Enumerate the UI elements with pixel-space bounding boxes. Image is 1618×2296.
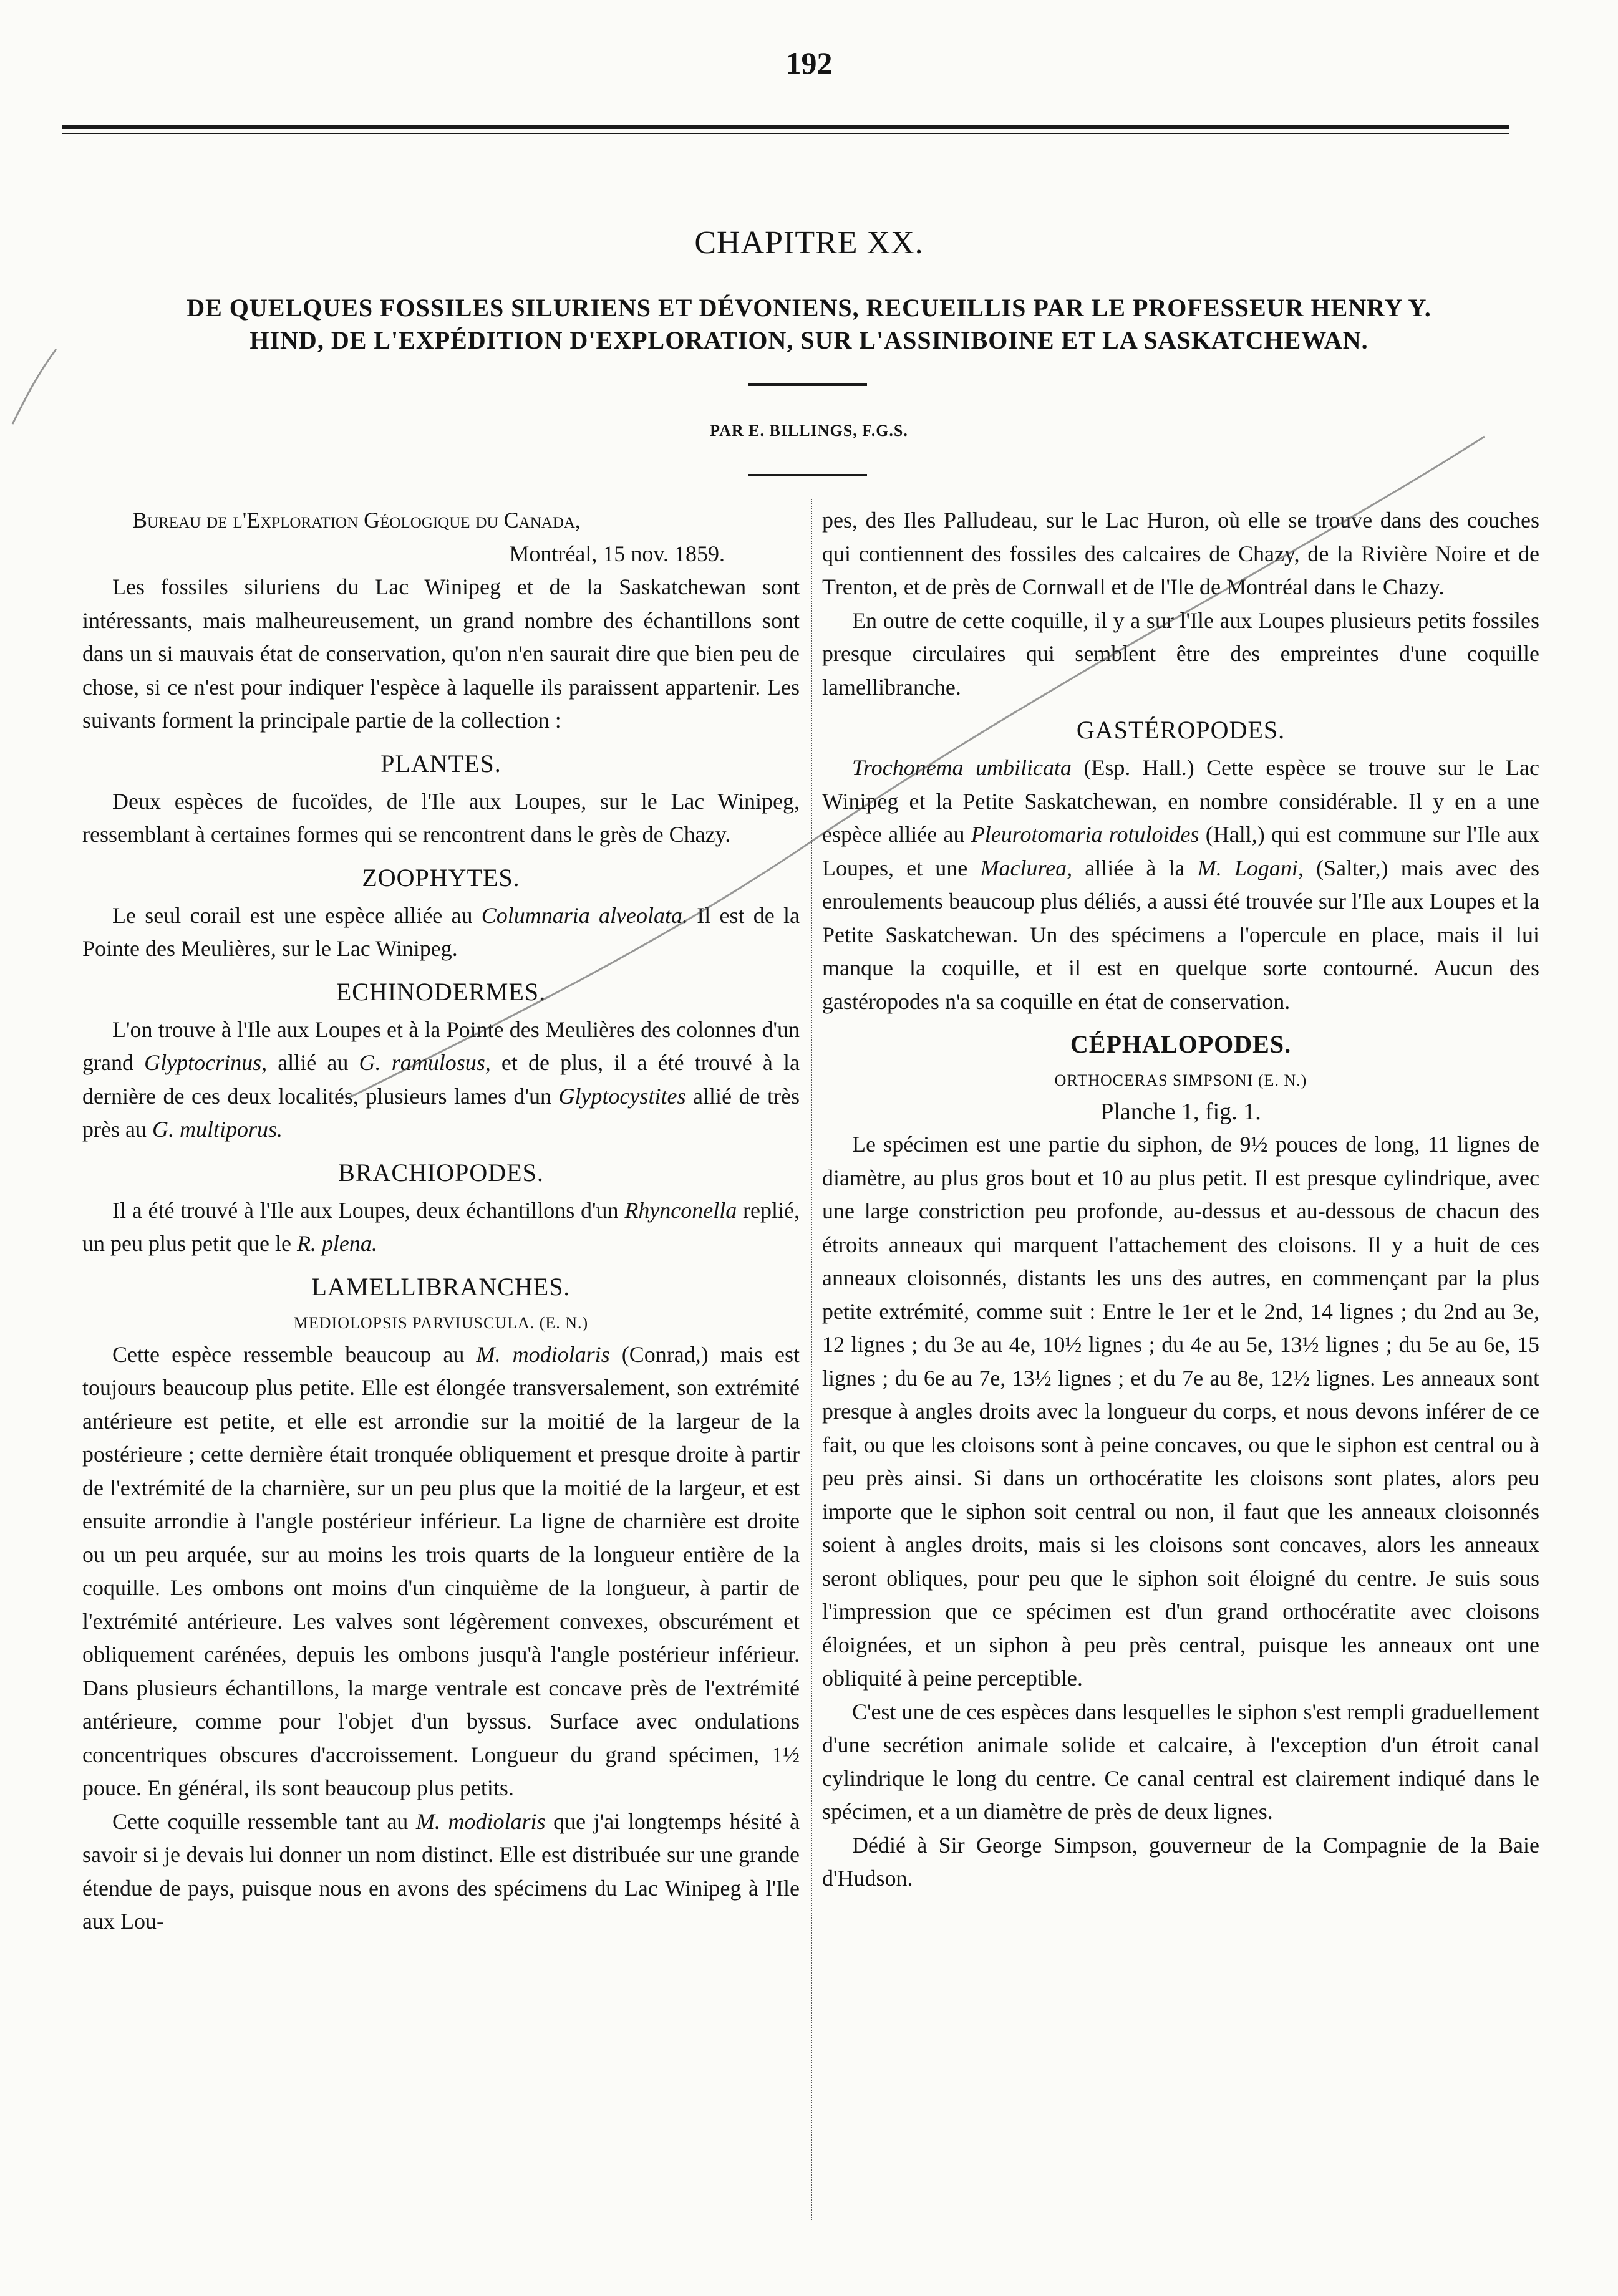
- intro-paragraph: Les fossiles siluriens du Lac Winipeg et de la Saskatchewan sont intéressants, mais malheureusement, un grand nombre des échantillons sont dans un si mauvais état de conservation, qu'on n'en saurait dire que bien peu de chose, si ce n'est pour indiquer l'espèce à laquelle ils paraissent appartenir. Les suivants forment la principale partie de la collection :: [82, 574, 800, 733]
- left-column: [82, 504, 800, 1939]
- page-number: 192: [785, 46, 833, 80]
- section-heading-plantes: PLANTES.: [380, 749, 501, 778]
- echinodermes-paragraph: L'on trouve à l'Ile aux Loupes et à la Pointe des Meulières des colonnes d'un grand Glyptocrinus, allié au G. ramulosus, et de plus, il a été trouvé à la dernière de ces deux localités, plusieurs lames d'un Glyptocystites allié de très près au G. multiporus.: [82, 1016, 800, 1142]
- dedication-paragraph: Dédié à Sir George Simpson, gouverneur de la Compagnie de la Baie d'Hudson.: [822, 1832, 1539, 1891]
- section-heading-gasteropodes: GASTÉROPODES.: [1076, 716, 1286, 744]
- chapter-title: CHAPITRE XX.: [694, 225, 924, 261]
- dateline-office: Bureau de l'Exploration Géologique du Canada,: [132, 508, 581, 533]
- right-column: [822, 504, 1539, 1896]
- gasteropodes-paragraph: Trochonema umbilicata (Esp. Hall.) Cette espèce se trouve sur le Lac Winipeg et la Petite Saskatchewan, en nombre considérable. Il y en a une espèce alliée au Pleurotomaria rotuloides (Hall,) qui est commune sur l'Ile aux Loupes, et une Maclurea, alliée à la M. Logani, (Salter,) mais avec des enroulements beaucoup plus déliés, a aussi été trouvée sur l'Ile aux Loupes et la Petite Saskatchewan. Un des spécimens a l'opercule en place, mais il lui manque la coquille, et il est en quelque sorte contourné. Aucun des gastéropodes n'a sa coquille en état de conservation.: [822, 755, 1540, 1014]
- en-outre-paragraph: En outre de cette coquille, il y a sur l'Ile aux Loupes plusieurs petits fossiles presque circulaires qui semblent être des empreintes d'une coquille lamellibranche.: [822, 607, 1539, 700]
- brachiopodes-paragraph: Il a été trouvé à l'Ile aux Loupes, deux échantillons d'un Rhynconella replié, un peu plus petit que le R. plena.: [82, 1197, 800, 1256]
- title-separator: [748, 383, 867, 386]
- species-subheading-orthoceras: ORTHOCERAS SIMPSONI (E. N.): [1054, 1071, 1307, 1089]
- plantes-paragraph: Deux espèces de fucoïdes, de l'Ile aux Loupes, sur le Lac Winipeg, ressemblant à certaines formes qui se rencontrent dans le grès de Chazy.: [82, 788, 800, 847]
- zoophytes-paragraph: Le seul corail est une espèce alliée au Columnaria alveolata. Il est de la Pointe des Meulières, sur le Lac Winipeg.: [82, 902, 800, 961]
- section-heading-cephalopodes: CÉPHALOPODES.: [1070, 1030, 1292, 1058]
- species-subheading-mediolopsis: MEDIOLOPSIS PARVIUSCULA. (E. N.): [293, 1313, 589, 1332]
- cephalopodes-paragraph-2: C'est une de ces espèces dans lesquelles le siphon s'est rempli graduellement d'une secrétion animale solide et calcaire, à l'exception d'un étroit canal cylindrique le long du centre. Ce canal central est clairement indiqué dans le spécimen, et a un diamètre de près de deux lignes.: [822, 1699, 1539, 1824]
- continued-paragraph: pes, des Iles Palludeau, sur le Lac Huron, où elle se trouve dans des couches qui contiennent des fossiles des calcaires de Chazy, de la Rivière Noire et de Trenton, et de près de Cornwall et de l'Ile de Montréal dans le Chazy.: [822, 508, 1539, 599]
- author-separator: [748, 474, 867, 476]
- header-rule-thick: [62, 125, 1509, 129]
- section-heading-lamellibranches: LAMELLIBRANCHES.: [311, 1272, 571, 1301]
- section-heading-zoophytes: ZOOPHYTES.: [362, 863, 520, 892]
- column-divider: [811, 499, 812, 2220]
- author-line: PAR E. BILLINGS, F.G.S.: [710, 422, 908, 440]
- chapter-subtitle: DE QUELQUES FOSSILES SILURIENS ET DÉVONIENS, RECUEILLIS PAR LE PROFESSEUR HENRY Y. HIND, DE L'EXPÉDITION D'EXPLORATION, SUR L'ASSINIBOINE ET LA SASKATCHEWAN.: [187, 294, 1431, 354]
- lamellibranches-paragraph-2: Cette coquille ressemble tant au M. modiolaris que j'ai longtemps hésité à savoir si je devais lui donner un nom distinct. Elle est distribuée sur une grande étendue de pays, puisque nous en avons des spécimens du Lac Winipeg à l'Ile aux Lou-: [82, 1808, 800, 1934]
- dateline-place-date: Montréal, 15 nov. 1859.: [509, 541, 725, 566]
- lamellibranches-paragraph: Cette espèce ressemble beaucoup au M. modiolaris (Conrad,) mais est toujours beaucoup plus petite. Elle est élongée transversalement, son extrémité antérieure est petite, et elle est arrondie sur la moitié de la largeur de la postérieure ; cette dernière était tronquée obliquement et presque droite à partir de l'extrémité de la charnière, sur un peu plus que la moitié de la largeur, et est ensuite arrondie à l'angle postérieur inférieur. La ligne de charnière est droite ou un peu arquée, sur au moins les trois quarts de la longueur entière de la coquille. Les ombons ont moins d'un cinquième de la longueur, à partir de l'extrémité antérieure. Les valves sont légèrement convexes, obscurément et obliquement carénées, depuis les ombons jusqu'à l'angle postérieur inférieur. Dans plusieurs échantillons, la marge ventrale est concave près de l'extrémité antérieure, comme pour l'objet d'un byssus. Surface avec ondulations concentriques obscures d'accroissement. Longueur du grand spécimen, 1½ pouce. En général, ils sont beaucoup plus petits.: [82, 1341, 800, 1800]
- cephalopodes-paragraph: Le spécimen est une partie du siphon, de 9½ pouces de long, 11 lignes de diamètre, au plus gros bout et 10 au plus petit. Il est presque cylindrique, avec une large constriction peu profonde, au-dessus et au-dessous de chacun des étroits anneaux qui marquent l'attachement des cloisons. Il y a huit de ces anneaux cloisonnés, distants les uns des autres, en commençant par la plus petite extrémité, comme suit : Entre le 1er et le 2nd, 14 lignes ; du 2nd au 3e, 12 lignes ; du 3e au 4e, 10½ lignes ; du 4e au 5e, 13½ lignes ; du 5e au 6e, 15 lignes ; du 6e au 7e, 13½ lignes ; et du 7e au 8e, 12½ lignes. Les anneaux sont presque à angles droits avec la longueur du corps, et nous devons inférer de ce fait, ou que les cloisons sont à peine concaves, ou que le siphon est central ou à peu près ainsi. Si dans un orthocératite les cloisons sont plates, alors peu importe que le siphon soit central ou non, il faut que les anneaux cloisonnés soient à angles droits, mais si les cloisons sont concaves, alors les anneaux seront obliques, pour peu que le siphon soit éloigné du centre. Je suis sous l'impression que ce spécimen est d'un grand orthocératite avec cloisons éloignées, et un siphon à peu près central, puisque les anneaux ont une obliquité à peine perceptible.: [822, 1132, 1539, 1691]
- section-heading-brachiopodes: BRACHIOPODES.: [338, 1158, 544, 1187]
- header-rule-thin: [62, 133, 1509, 134]
- plate-reference: Planche 1, fig. 1.: [1100, 1099, 1261, 1125]
- section-heading-echinodermes: ECHINODERMES.: [336, 977, 546, 1006]
